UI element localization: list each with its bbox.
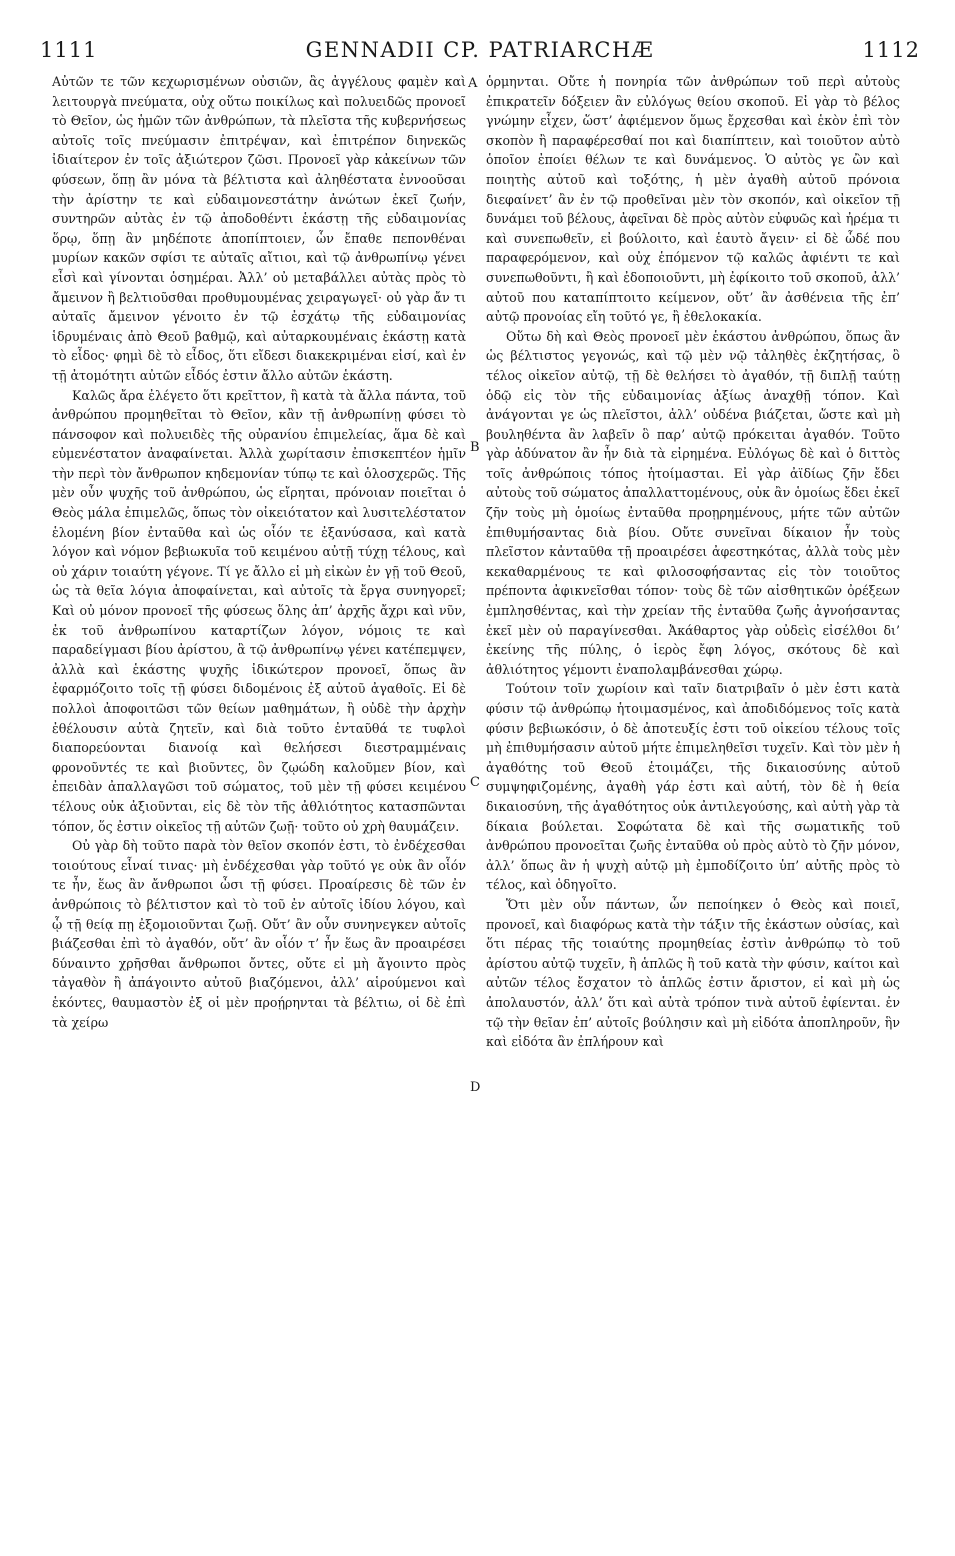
margin-letter-c: C xyxy=(470,775,480,790)
left-paragraph: Οὐ γὰρ δὴ τοῦτο παρὰ τὸν θεῖον σκοπόν ἐστι, τὸ ἐνδέχεσθαι τοιούτους εἶναί τινας· μὴ ἐνδέχεσθαι γὰρ τοῦτό γε οὐκ ἂν οἷόν τε ἦν, ἕως ἂν ἄνθρωποι ὦσι τῇ φύσει. Προαίρεσις δὲ τῶν ἐν ἀνθρώποις τὸ βέλτιστον καὶ τὸ τοῦ ἐν αὐτοῖς ἰδίου λόγου, καὶ ᾧ τῇ θείᾳ πῃ ἐξομοιοῦνται ζωῇ. Οὔτ’ ἂν οὖν συνηνεγκεν αὐτοῖς βιάζεσθαι ἐπὶ τὸ ἀγαθόν, οὔτ’ ἂν οἷόν τ’ ἦν ἕως ἂν προαιρέσει δύναιντο χρῆσθαι ἄνθρωποι ὄντες, οὔτε εἰ μὴ ἄγοιντο πρὸς τἀγαθὸν ἢ ἀπάγοιντο αὐτοῦ βιαζόμενοι, ἀλλ’ αἱρούμενοι καὶ ἑκόντες, θαυμαστὸν ἐξ οἱ μὲν προῄρηνται τὰ βέλτιω, οἱ δὲ ἐπὶ τὰ χείρω xyxy=(52,838,466,1030)
right-paragraph: Τούτοιν τοῖν χωρίοιν καὶ ταῖν διατριβαῖν ὁ μὲν ἐστι κατὰ φύσιν τῷ ἀνθρώπῳ ἡτοιμασμένος, καὶ ἀποδιδόμενος τοῖς κατὰ φύσιν βεβιωκόσιν, ὁ δὲ ἀποτευξίς ἐστι τοῦ οἰκείου τέλους τοῖς μὴ ἐπιθυμήσασιν αὐτοῦ μήτε ἐπιμεληθεῖσι τυχεῖν. Καὶ τὸν μὲν ἡ ἀγαθότης τοῦ Θεοῦ ἑτοιμάζει, τῆς δικαιοσύνης αὐτοῦ συμψηφιζομένης, ἀγαθὴ γάρ ἐστι καὶ αὐτή, τὸν δὲ ἡ θεία δικαιοσύνη, τῆς ἀγαθότητος οὐκ ἀντιλεγούσης, καὶ αὐτὴ γὰρ τὰ δίκαια βούλεται. Σοφώτατα δὲ καὶ τῆς σωματικῆς τοῦ ἀνθρώπου προνοεῖται ζωῆς ἐνταῦθα οὐ πρὸς αὐτὸ τὸ ζῆν μόνον, ἀλλ’ ὅπως ἂν ἡ ψυχὴ αὐτῷ μὴ ἐμποδίζοιτο ὑπ’ αὐτῆς πρὸς τὸ τέλος, καὶ ὁδηγοῖτο. xyxy=(486,681,900,893)
left-column xyxy=(52,72,466,1032)
left-paragraph: Καλῶς ἄρα ἐλέγετο ὅτι κρεῖττον, ἢ κατὰ τὰ ἄλλα πάντα, τοῦ ἀνθρώπου προμηθεῖται τὸ Θεῖον, κἂν τῇ ἀνθρωπίνῃ φύσει τὸ πάνσοφον καὶ πολυειδὲς τῆς οὐρανίου ἐπιμελείας, ἅμα δὲ καὶ εὐμενέστατον ἀναφαίνεται. Ἀλλὰ χωρίτασιν ἐπισκεπτέον ἡμῖν τὴν περὶ τὸν ἄνθρωπον κηδεμονίαν τύπῳ τε καὶ ὁλοσχερῶς. Τῆς μὲν οὖν ψυχῆς τοῦ ἀνθρώπου, ὡς εἴρηται, πρόνοιαν ποιεῖται ὁ Θεὸς μάλα ἐπιμελῶς, ὅπως τὸν οἰκειότατον καὶ λυσιτελέστατον ἑλομένη βίον ἐνταῦθα καὶ ὡς οἷόν τε ἐξανύσασα, καὶ κατὰ λόγον καὶ νόμον βεβιωκυῖα τοῦ κειμένου αὐτῇ τύχῃ τέλους, καὶ οὐ χάριν τοιαύτη γέγονε. Τί γε ἄλλο εἰ μὴ εἰκὼν ἐν γῇ τοῦ Θεοῦ, ὡς τὰ θεῖα λόγια ἀποφαίνεται, καὶ αὐτοῖς τὰ ἔργα συνηγορεῖ; Καὶ οὐ μόνον προνοεῖ τῆς φύσεως ὅλης ἀπ’ ἀρχῆς ἄχρι καὶ νῦν, ἐκ τοῦ ἀνθρωπίνου καταρτίζων λόγον, νόμοις τε καὶ παραδείγμασι βίου ἀρίστου, ἃ τῷ ἀνθρωπίνῳ γένει κατέπεμψεν, ἀλλὰ καὶ ἑκάστης ψυχῆς ἰδικώτερον προνοεῖ, ὅπως ἂν ἐφαρμόζοιτο τοῖς τῇ φύσει διδομένοις ἐξ αὐτοῦ ἀγαθοῖς. Εἰ δὲ πολλοὶ ἀποφοιτῶσι τῶν θείων μαθημάτων, ἢ οὐδὲ τὴν ἀρχὴν ἐθέλουσιν αὐτὰ ζητεῖν, καὶ διὰ τοῦτο ἐνταῦθά τε τυφλοὶ διαπορεύονται διανοίᾳ καὶ θελήσεσι διεστραμμέναις φρονοῦντές τε καὶ βιοῦντες, ὃν ζῳώδη καλοῦμεν βίον, καὶ ἐπειδὰν ἀπαλλαγῶσι τοῦ σώματος, τοῦ μὲν τῇ φύσει κειμένου τέλους οὐκ ἀξιοῦνται, εἰς δὲ τὸν τῆς ἀθλιότητος κατασπῶνται τόπον, ὅς ἐστιν οἰκεῖος τῇ αὐτῶν ζωῇ· τοῦτο οὐ χρὴ θαυμάζειν. xyxy=(52,387,466,834)
right-paragraph: Ὅτι μὲν οὖν πάντων, ὧν πεποίηκεν ὁ Θεὸς καὶ ποιεῖ, προνοεῖ, καὶ διαφόρως κατὰ τὴν τάξιν τῆς ἑκάστων οὐσίας, καὶ ὅτι πέρας τῆς τοιαύτης προμηθείας ἐστὶν ἀνθρώπῳ τὸ τοῦ ἀρίστου αὐτῷ τυχεῖν, ἢ ἁπλῶς ἢ τοῦ κατὰ τὴν φύσιν, καίτοι καὶ αὐτῶν τέλος ἔσχατον τὸ ἁπλῶς ἐστιν ἄριστον, εἰ καὶ μὴ ὡς ἀπολαυστόν, ἀλλ’ ὅτι καὶ αὐτὰ τρόπον τινὰ αὐτοῦ ἐφίενται. ἐν τῷ τὴν θεῖαν ἐπ’ αὐτοῖς βούλησιν καὶ μὴ εἰδότα ἀποπληροῦν, ἣν καὶ εἰδότα ἂν ἐπλήρουν καὶ xyxy=(486,896,900,1050)
right-column xyxy=(486,72,900,1052)
page-number-left: 1111 xyxy=(40,38,98,62)
left-paragraph: Αὐτῶν τε τῶν κεχωρισμένων οὐσιῶν, ἃς ἀγγέλους φαμὲν καὶ λειτουργὰ πνεύματα, οὐχ οὕτω ποικίλως καὶ πολυειδῶς προνοεῖ τὸ Θεῖον, ὡς ἡμῶν τῶν ἀνθρώπων, τὰ πλεῖστα τῆς κυβερνήσεως αὐτοῖς τοῖς πνεύμασιν ἐπιτρέψαν, καὶ ἐπιτρέπον διηνεκῶς ἰδιαίτερον ἐν τοῖς ἀξιώτερον ζῶσι. Προνοεῖ γὰρ κἀκείνων τῶν φύσεων, ὅπῃ ἂν μόνα τὰ βέλτιστα καὶ ἀληθέστατα ἐννοοῦσαι τὴν ἀρίστην τε καὶ εὐδαιμονεστάτην ἀνώτων ἐκεῖ ζωήν, συντηρῶν αὐτὰς ἐν τῷ ἀποδοθέντι ἑκάστῃ τῆς εὐδαιμονίας ὅρῳ, ὅπῃ ἂν μηδέποτε ἀποπίπτοιεν, ὧν ἔπαθε πεπονθέναι μυρίων κακῶν σφίσι τε αὐταῖς αἴτιοι, καὶ τῷ ἀνθρωπίνῳ γένει εἶσὶ καὶ γίνονται ὁσημέραι. Ἀλλ’ οὐ μεταβάλλει αὐτὰς πρὸς τὸ ἄμεινον ἢ βελτιοῦσθαι προθυμουμένας χειραγωγεῖ· οὐ γὰρ ἄν τι αὐταῖς ἄμεινον γένοιτο ἐν τῷ ἐσχάτῳ τῆς εὐδαιμονίας ἱδρυμέναις ἀπὸ Θεοῦ βαθμῷ, καὶ αὐταρκουμέναις ἑκάστῃ κατὰ τὸ εἶδος· φημὶ δὲ τὸ εἶδος, ὅτι εἴδεσι διακεκριμέναι εἰσί, καὶ ἐν τῇ ἀτομότητι αὐτῶν εἶδός ἐστιν ἄλλο αὐτῶν ἑκάστη. xyxy=(52,74,466,383)
running-title: GENNADII CP. PATRIARCHÆ xyxy=(305,38,655,62)
page-number-right: 1112 xyxy=(862,38,920,62)
right-paragraph: ὁρμηνται. Οὔτε ἡ πονηρία τῶν ἀνθρώπων τοῦ περὶ αὐτοὺς ἐπικρατεῖν δόξειεν ἂν εὐλόγως θείου σκοποῦ. Εἰ γὰρ τὸ βέλος γνώμην εἶχεν, ὥστ’ ἀφιέμενον ὅμως ἔρχεσθαι καὶ ἑκὸν ἐπὶ τὸν σκοπὸν ἢ παραφέρεσθαί ποι καὶ διαπίπτειν, καὶ τοιοῦτον αὐτὸ ὁποῖον ἐποίει θέλων τε καὶ δυνάμενος. Ὁ αὐτὸς γε ὢν καὶ ποιητὴς αὐτοῦ καὶ τοξότης, ἡ μὲν ἀγαθὴ αὐτοῦ πρόνοια διεφαίνετ’ ἂν ἐν τῷ προθεῖναι μὲν τὸν σκοπόν, καὶ οἰκεῖον τῇ δυνάμει τοῦ βέλους, ἀφεῖναι δὲ πρὸς αὐτὸν εὐφυῶς καὶ ἠρέμα τι καὶ συνεπωθεῖν, εἰ βούλοιτο, καὶ ἑαυτὸ ἄγειν· εἰ δὲ ὧδέ που παραφερόμενον, καὶ οὐχ ἑπόμενον τῷ καλῶς ἀφιέντι τε καὶ συνεπωθοῦντι, ἢ καὶ ἐδοποιοῦντι, μὴ ἐφίκοιτο τοῦ σκοποῦ, ἀλλ’ αὐτοῦ που καταπίπτοιτο κείμενον, οὔτ’ ἂν ἀσθένεια τῆς ἐπ’ αὐτῷ προνοίας εἴη τοῦτό γε, ἢ ἐθελοκακία. xyxy=(486,74,900,325)
right-paragraph: Οὕτω δὴ καὶ Θεὸς προνοεῖ μὲν ἑκάστου ἀνθρώπου, ὅπως ἂν ὡς βέλτιστος γεγονώς, καὶ τῷ μὲν νῷ τἀληθὲς ἐκζητήσας, ὃ τέλος οἰκεῖον αὐτῷ, τῇ δὲ θελήσει τὸ ἀγαθόν, τῇ διπλῇ ταύτῃ ὁδῷ εἰς τὸν τῆς εὐδαιμονίας ἀξίως ἀναχθῇ τόπον. Καὶ ἀνάγονται γε ὡς πλεῖστοι, ἀλλ’ οὐδένα βιάζεται, ὥστε καὶ μὴ βουληθέντα ἂν λαβεῖν ὃ παρ’ αὐτῷ πρόκειται ἀγαθόν. Τοῦτο γὰρ ἀδύνατον ἂν ἦν διὰ τὰ εἰρημένα. Εὐλόγως δὲ καὶ ὁ διττὸς τοῖς ἀνθρώποις τόπος ἡτοίμασται. Εἰ γὰρ ἀϊδίως ζῆν ἔδει αὐτοὺς τοῦ σώματος ἀπαλλαττομένους, οὐκ ἂν ὁμοίως ἔδει ἐκεῖ ζῆν τοὺς μὴ ὁμοίως ἐνταῦθα προῃρημένους, μήτε τῶν αὐτῶν ἐπιθυμήσαντας διὰ βίου. Οὔτε συνεῖναι δίκαιον ἦν τοὺς πλεῖστον κἀνταῦθα τῇ προαιρέσει ἀφεστηκότας, ἀλλὰ τοὺς μὲν κεκαθαρμένους τε καὶ φιλοσοφήσαντας εἰς τὸν τοιοῦτος πρέποντα ἀφικνεῖσθαι τόπον· τοὺς δὲ τῶν αἰσθητικῶν ὀρέξεων ἐμπλησθέντας, καὶ τὴν χρείαν τῆς ἐνταῦθα ζωῆς ἀγνοήσαντας ἐκεῖ μὲν οὐ παραγίνεσθαι. Ἀκάθαρτος γὰρ οὐδεὶς εἰσέλθοι δι’ ἐκείνης τῆς πύλης, ὁ ἱερὸς ἔφη λόγος, σκότους δὲ καὶ ἀθλιότητος γέμοντι ἐναπολαμβάνεσθαι χώρῳ. xyxy=(486,328,900,677)
margin-letter-a: A xyxy=(468,76,478,91)
margin-letter-b: B xyxy=(470,440,480,455)
margin-letter-d: D xyxy=(470,1080,481,1095)
